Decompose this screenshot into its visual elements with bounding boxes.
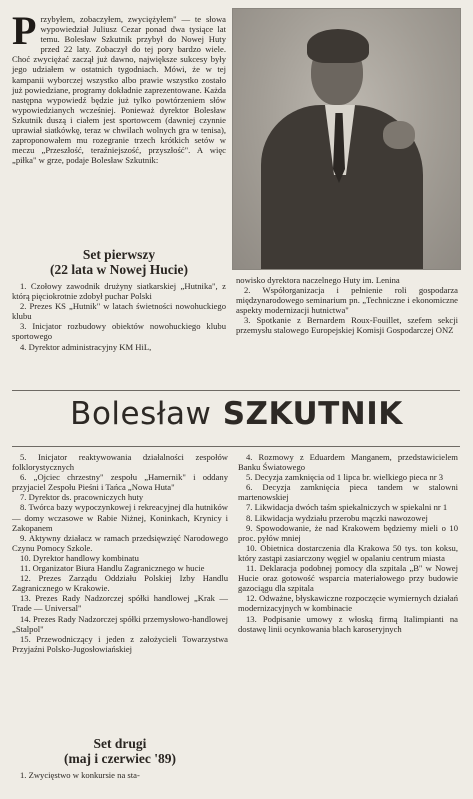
list-item: 2. Współorganizacja i pełnienie roli gospodarza międzynarodowego seminarium pn. „Techniczne i ekonomiczne aspekty modernizacji hutnictwa" <box>236 285 458 316</box>
list-item: 11. Deklaracja podobnej pomocy dla szpitala „B" w Nowej Hucie oraz gotowość wsparcia materiałowego przy budowie gazociągu dla szpitala <box>238 563 458 594</box>
drop-cap: P <box>12 8 37 53</box>
list-item: 15. Przewodniczący i jeden z założycieli Towarzystwa Przyjaźni Polsko-Jugosłowiańskiej <box>12 633 228 654</box>
list-item: 3. Inicjator rozbudowy obiektów nowohuckiego klubu sportowego <box>12 321 226 342</box>
list-item: 2. Prezes KS „Hutnik" w latach świetności nowohuckiego klubu <box>12 301 226 322</box>
list-item: 12. Prezes Zarządu Oddziału Polskiej Izby Handlu Zagranicznego w Krakowie. <box>12 573 228 594</box>
list-item: 9. Spowodowanie, że nad Krakowem będziemy mieli o 10 proc. pyłów mniej <box>238 522 458 543</box>
list-item: nowisko dyrektora naczelnego Huty im. Lenina <box>236 275 400 285</box>
list-item: 12. Odważne, błyskawiczne rozpoczęcie wymiernych działań modernizacyjnych w kombinacie <box>238 593 458 614</box>
intro-text: rzybyłem, zobaczyłem, zwyciężyłem" — te słowa wypowiedział Juliusz Cezar ponad dwa tysiące lat temu. Bolesław Szkutnik przybył do Nowej Huty przed 22 laty. Zobaczył do tej pory bardzo wiele. Choć zwyciężać zaczął już dawno, największe sukcesy były jego udziałem w ostatnich tygodniach. Mówi, że w tej kampanii wyborczej wszystko albo prawie wszystko zostało już powiedziane, programy dokładnie zaprezentowane. Każda następna wypowiedź będzie już tylko powtórzeniem słów wypowiedzianych wcześniej. Ponieważ dyrektor Bolesław Szkutnik duszą i ciałem jest sportowcem (dawniej czynnie uprawiał siatkówkę, teraz w chwilach wolnych gra w tenisa), zaproponowałem mu rozegranie trzech krótkich setów w meczu „Przeszłość, teraźniejszość, przyszłość". A więc „piłka" w grze, podaje Bolesław Szkutnik: <box>12 14 226 166</box>
set1-title: Set pierwszy <box>82 247 156 262</box>
set2-title: Set drugi <box>93 736 147 751</box>
list-item: 5. Decyzja zamknięcia od 1 lipca br. wielkiego pieca nr 3 <box>246 472 444 483</box>
portrait-hair <box>307 29 369 63</box>
set1-right-list <box>236 275 458 336</box>
list-item: 9. Aktywny działacz w ramach przedsięwzięć Narodowego Czynu Pomocy Szkole. <box>12 532 228 553</box>
list-item: 8. Twórca bazy wypoczynkowej i rekreacyjnej dla hutników — domy wczasowe w Rabie Niżnej, Koninkach, Krynicy i Zakopanem <box>12 502 228 533</box>
set1-subtitle: (22 lata w Nowej Hucie) <box>50 262 188 277</box>
list-item: 4. Dyrektor administracyjny KM HiL, <box>20 341 152 352</box>
set2-list <box>12 770 228 780</box>
divider-bottom <box>12 446 460 447</box>
list-item: 6. Decyzja zamknięcia pieca tandem w stalowni martenowskiej <box>238 482 458 503</box>
set1-heading <box>12 247 226 277</box>
list-item: 1. Zwycięstwo w konkursie na sta- <box>20 770 140 780</box>
set2-subtitle: (maj i czerwiec '89) <box>63 751 177 766</box>
intro-column <box>12 8 226 246</box>
set2-heading <box>12 736 228 766</box>
list-item: 4. Rozmowy z Eduardem Manganem, przedstawicielem Banku Światowego <box>238 452 458 473</box>
list-item: 10. Obietnica dostarczenia dla Krakowa 50 tys. ton koksu, który zastąpi zasiarczony węgiel w opalaniu centrum miasta <box>238 542 458 563</box>
portrait-photo <box>232 8 461 270</box>
headline-last-name: SZKUTNIK <box>222 396 403 432</box>
headline-first-name: Bolesław <box>70 396 212 432</box>
list-item: 10. Dyrektor handlowy kombinatu <box>20 552 139 563</box>
section2-right-list <box>238 452 458 634</box>
list-item: 8. Likwidacja wydziału przerobu mączki nawozowej <box>246 512 428 523</box>
section2-left-list <box>12 452 228 654</box>
list-item: 5. Inicjator reaktywowania działalności zespołów folklorystycznych <box>12 452 228 473</box>
set1-left-list <box>12 281 226 352</box>
list-item: 13. Podpisanie umowy z włoską firmą Italimpianti na dostawę linii ocynkowania blach karoseryjnych <box>238 613 458 634</box>
list-item: 7. Dyrektor ds. pracowniczych huty <box>20 492 144 503</box>
list-item: 14. Prezes Rady Nadzorczej spółki przemysłowo-handlowej „Stalpol" <box>12 613 228 634</box>
list-item: 3. Spotkanie z Bernardem Roux-Fouillet, szefem sekcji przemysłu stalowego Europejskiej Komisji Gospodarczej ONZ <box>236 315 458 336</box>
intro-paragraph <box>12 8 226 166</box>
list-item: 7. Likwidacja dwóch taśm spiekalniczych w spiekalni nr 1 <box>246 502 448 513</box>
list-item: 13. Prezes Rady Nadzorczej spółki handlowej „Krak — Trade — Universal" <box>12 593 228 614</box>
divider-top <box>12 390 460 391</box>
headline-name <box>0 396 473 432</box>
list-item: 11. Organizator Biura Handlu Zagranicznego w hucie <box>20 563 205 574</box>
portrait-hand <box>383 121 415 149</box>
list-item: 6. „Ojciec chrzestny" zespołu „Hamernik" i oddany przyjaciel Zespołu Pieśni i Tańca „Nowa Huta" <box>12 472 228 493</box>
list-item: 1. Czołowy zawodnik drużyny siatkarskiej „Hutnika", z którą pięciokrotnie zdobył puchar Polski <box>12 281 226 302</box>
